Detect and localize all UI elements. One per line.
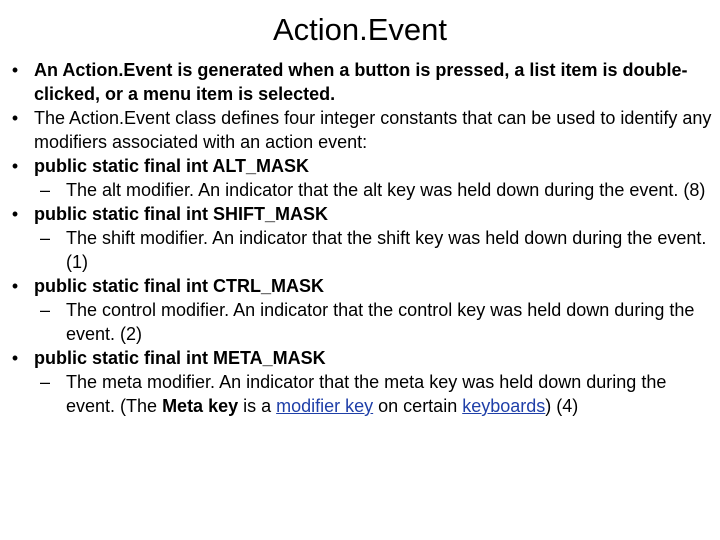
sub-bullet-item	[8, 370, 712, 418]
dash-icon: –	[40, 300, 51, 320]
bullet-icon: •	[11, 156, 19, 176]
sub-bullet-text: The shift modifier. An indicator that the shift key was held down during the event. (1)	[66, 228, 707, 272]
bullet-item	[8, 274, 712, 298]
bullet-icon: •	[11, 276, 19, 296]
constant-heading: public static final int ALT_MASK	[34, 156, 310, 176]
constant-heading: public static final int META_MASK	[34, 348, 326, 368]
constant-heading: public static final int CTRL_MASK	[34, 276, 325, 296]
keyboards-link[interactable]: keyboards	[462, 396, 546, 416]
closing-text: ) (4)	[545, 396, 579, 416]
bullet-icon: •	[11, 204, 19, 224]
bullet-item	[8, 202, 712, 226]
constant-heading: public static final int SHIFT_MASK	[34, 204, 329, 224]
bullet-icon: •	[11, 60, 19, 80]
sub-bullet-item	[8, 178, 712, 202]
connector-text: on certain	[373, 396, 463, 416]
connector-text: is a	[238, 396, 277, 416]
bullet-icon: •	[11, 108, 19, 128]
dash-icon: –	[40, 180, 51, 200]
modifier-key-link[interactable]: modifier key	[276, 396, 374, 416]
sub-bullet-item	[8, 298, 712, 346]
meta-key-term: Meta key	[162, 396, 239, 416]
sub-bullet-item	[8, 226, 712, 274]
dash-icon: –	[40, 372, 51, 392]
bullet-item	[8, 154, 712, 178]
slide-title: Action.Event	[272, 12, 448, 47]
bullet-item	[8, 58, 712, 106]
sub-bullet-text: The meta modifier. An indicator that the meta key was held down during the event.	[66, 372, 667, 416]
bullet-text: An Action.Event is generated when a button is pressed, a list item is double-clicked, or a menu item is selected.	[34, 60, 688, 104]
bullet-item	[8, 346, 712, 370]
dash-icon: –	[40, 228, 51, 248]
sub-bullet-text: The control modifier. An indicator that the control key was held down during the event. (2)	[66, 300, 695, 344]
bullet-item	[8, 106, 712, 154]
bullet-icon: •	[11, 348, 19, 368]
sub-bullet-text: The alt modifier. An indicator that the alt key was held down during the event. (8)	[66, 180, 706, 200]
paren-open: (The	[120, 396, 163, 416]
bullet-text: The Action.Event class defines four integer constants that can be used to identify any modifiers associated with an action event:	[34, 108, 712, 152]
bullet-list	[8, 58, 712, 418]
